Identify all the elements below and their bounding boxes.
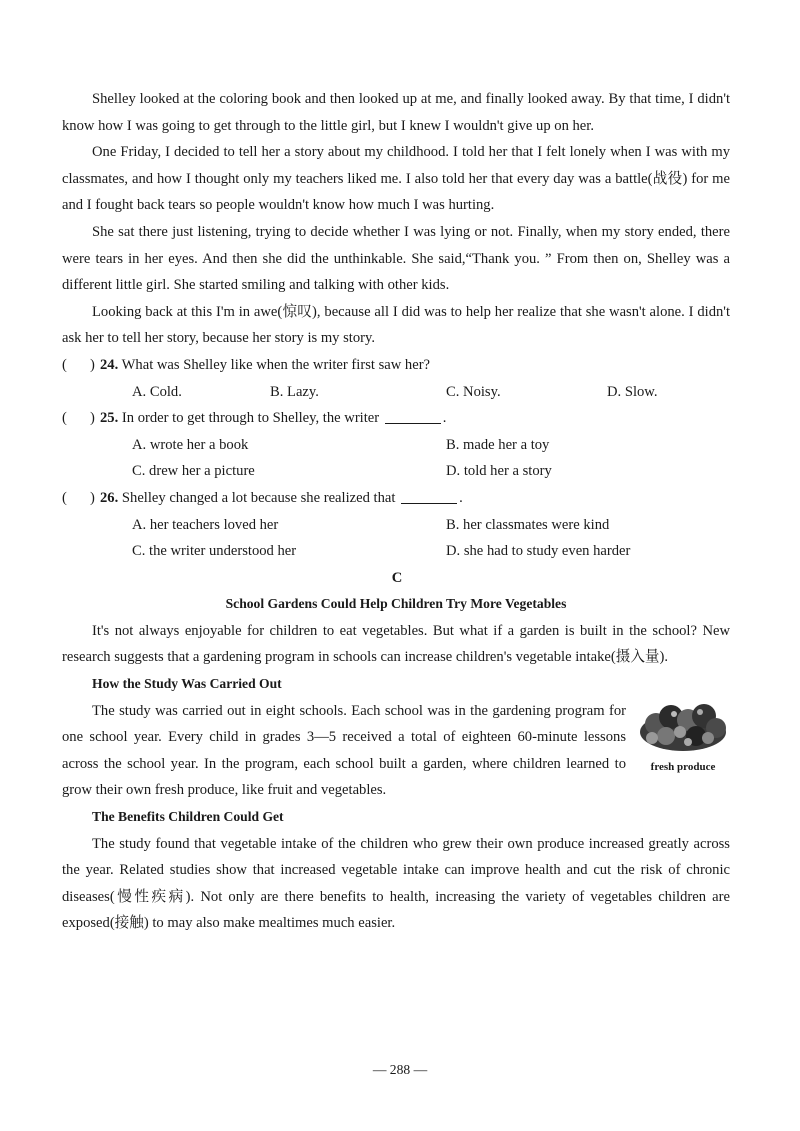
option-26-a[interactable]: A. her teachers loved her (132, 516, 279, 533)
question-number: 25. (100, 410, 119, 427)
story-paragraph-2: One Friday, I decided to tell her a story about my childhood. I told her that I felt lonely when I was with my classmates, and how I thought only my teachers liked me. I also told her that every day was a battle(战役) for me and I fought back tears so people wouldn't know how much I was hurting. (62, 144, 730, 214)
question-number: 26. (100, 489, 119, 506)
question-26: ( ) 26. Shelley changed a lot because she realized that . (62, 485, 730, 512)
question-stem: What was Shelley like when the writer first saw her? (121, 356, 431, 373)
question-24 (62, 352, 730, 379)
figure-caption: fresh produce (650, 760, 716, 773)
option-24-c[interactable]: C. Noisy. (446, 383, 501, 400)
options-24 (62, 379, 730, 406)
option-26-d[interactable]: D. she had to study even harder (446, 543, 631, 560)
option-25-c[interactable]: C. drew her a picture (132, 463, 255, 480)
options-26-row1 (62, 512, 730, 539)
question-number: 24. (100, 356, 119, 373)
vegetable-basket-icon (638, 702, 728, 752)
option-25-d[interactable]: D. told her a story (446, 463, 552, 480)
article-paragraph-benefits: The study found that vegetable intake of the children who grew their own produce increased greatly across the year. Related studies show that increased vegetable intake can improve health and cut the risk of chronic diseases(慢性疾病). Not only are there benefits to health, increasing the variety of vegetables children are exposed(接触) to may also make mealtimes much easier. (62, 835, 730, 932)
article-paragraph-study: The study was carried out in eight schools. Each school was in the gardening program for one school year. Every child in grades 3—5 received a total of eighteen 60-minute lessons across the school year. In the program, each school built a garden, where children learned to grow their own fresh produce, like fruit and vegetables. (62, 702, 626, 799)
option-24-b[interactable]: B. Lazy. (270, 383, 319, 400)
question-stem: Shelley changed a lot because she realized that (121, 489, 396, 506)
subheading-benefits: The Benefits Children Could Get (92, 809, 284, 825)
answer-bracket-25[interactable]: ( ) (62, 410, 95, 427)
page-content (62, 86, 730, 937)
option-25-a[interactable]: A. wrote her a book (132, 436, 249, 453)
story-paragraph-3: She sat there just listening, trying to decide whether I was lying or not. Finally, when my story ended, there were tears in her eyes. And then she did the unthinkable. She said,“Thank you. ” From then on, Shelley was a different little girl. She started smiling and talking with other kids. (62, 223, 730, 294)
option-25-b[interactable]: B. made her a toy (446, 436, 550, 453)
fresh-produce-figure (636, 702, 730, 774)
options-25-row1 (62, 432, 730, 459)
answer-bracket-26[interactable]: ( ) (62, 489, 95, 506)
options-26-row2 (62, 538, 730, 565)
answer-bracket-24[interactable]: ( ) (62, 356, 95, 373)
article-intro: It's not always enjoyable for children to eat vegetables. But what if a garden is built in the school? New research suggests that a gardening program in schools can increase children's vegetable intake(摄入量). (62, 622, 730, 666)
page-number: — 288 — (372, 1062, 428, 1077)
story-paragraph-1: Shelley looked at the coloring book and then looked up at me, and finally looked away. By that time, I didn't know how I was going to get through to the little girl, but I knew I wouldn't give up on her. (62, 91, 730, 134)
article-title: School Gardens Could Help Children Try More Vegetables (225, 596, 567, 612)
option-24-d[interactable]: D. Slow. (607, 383, 658, 400)
option-26-b[interactable]: B. her classmates were kind (446, 516, 610, 533)
story-paragraph-4: Looking back at this I'm in awe(惊叹), because all I did was to help her realize that she wasn't alone. I didn't ask her to tell her story, because her story is my story. (62, 303, 730, 347)
option-26-c[interactable]: C. the writer understood her (132, 543, 297, 560)
options-25-row2 (62, 458, 730, 485)
subheading-how-study: How the Study Was Carried Out (92, 676, 282, 692)
question-stem: In order to get through to Shelley, the writer (121, 410, 380, 427)
answer-blank[interactable] (401, 489, 457, 504)
section-letter: C (391, 569, 403, 586)
question-25: ( ) 25. In order to get through to Shelley, the writer . (62, 405, 730, 432)
option-24-a[interactable]: A. Cold. (132, 383, 182, 400)
answer-blank[interactable] (385, 409, 441, 424)
